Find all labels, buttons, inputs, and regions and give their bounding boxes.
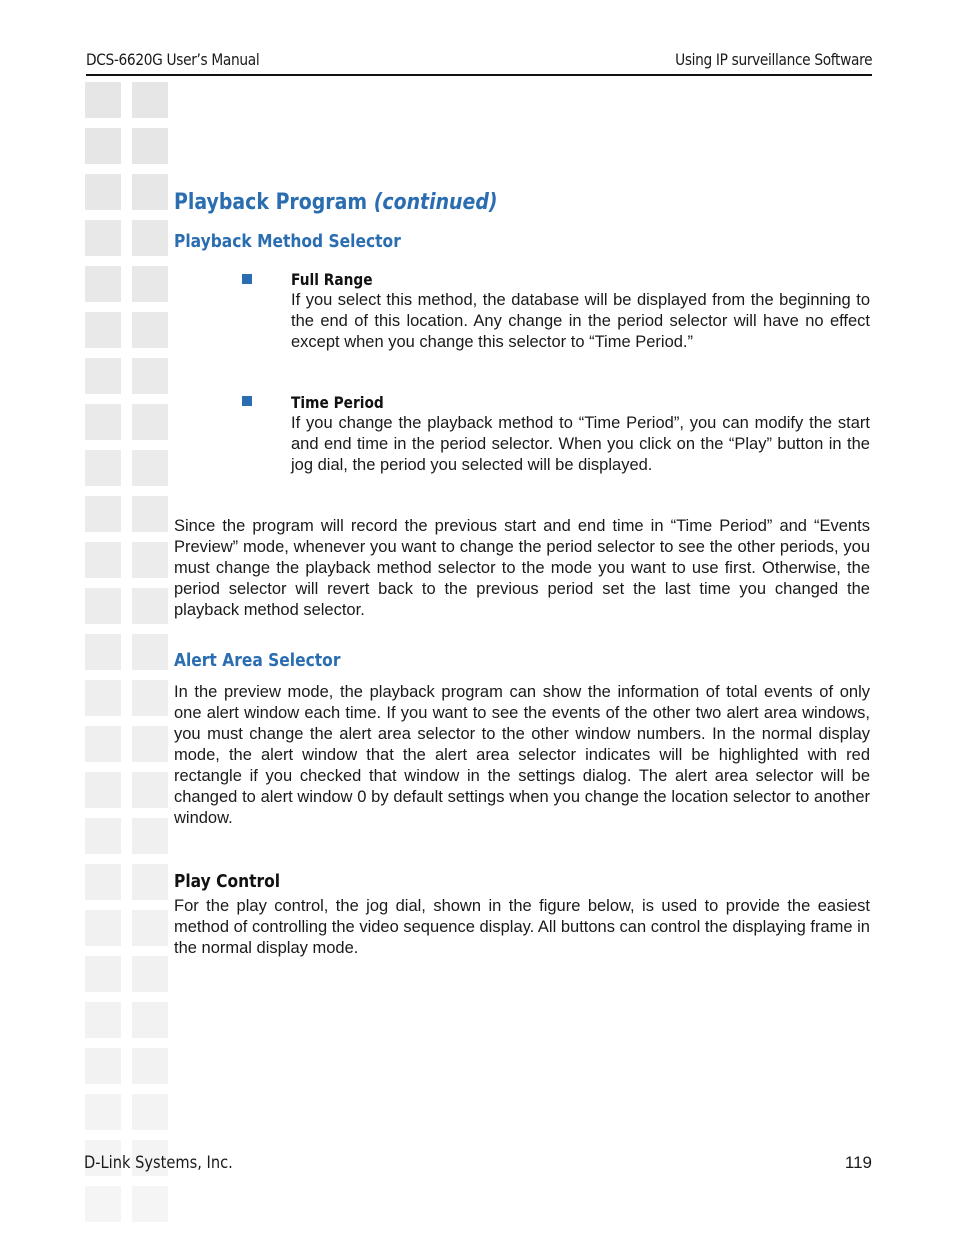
alert-area-heading: Alert Area Selector [174,650,341,671]
decorative-square [85,680,121,716]
decorative-square [132,818,168,854]
decorative-square [85,1002,121,1038]
method-selector-heading: Playback Method Selector [174,231,401,252]
decorative-square [132,358,168,394]
section-title-text: Playback Program [174,190,368,215]
decorative-square [132,1002,168,1038]
decorative-square [132,496,168,532]
decorative-square [132,128,168,164]
decorative-square [85,496,121,532]
decorative-square [132,1048,168,1084]
decorative-square [132,312,168,348]
decorative-square [85,450,121,486]
decorative-square [132,588,168,624]
page-number: 119 [844,1153,872,1172]
decorative-square [85,358,121,394]
decorative-square [85,910,121,946]
decorative-square [132,542,168,578]
play-control-heading: Play Control [174,871,281,892]
decorative-square [85,404,121,440]
decorative-square [132,956,168,992]
bullet-desc-full-range: If you select this method, the database will be displayed from the beginning to the end of this location. Any change in the period selector will have no effect except when you change this selector to “Time Period.” [291,291,870,351]
decorative-square [132,174,168,210]
section-title [174,190,498,215]
bullet-term-time-period: Time Period [291,393,384,412]
decorative-square [85,1094,121,1130]
decorative-square [132,450,168,486]
play-control-body: For the play control, the jog dial, shown in the figure below, is used to provide the easiest method of controlling the video sequence display. All buttons can control the displaying frame in the normal display mode. [174,897,870,957]
decorative-square [85,634,121,670]
manual-title: DCS-6620G User’s Manual [86,50,260,69]
decorative-square [132,82,168,118]
decorative-square [132,404,168,440]
decorative-square [132,910,168,946]
page-header [86,50,872,76]
decorative-square [85,174,121,210]
decorative-square [132,634,168,670]
decorative-square [85,772,121,808]
method-selector-note: Since the program will record the previous start and end time in “Time Period” and “Events Preview” mode, whenever you want to change the period selector to see the other periods, you must change the playback method selector to the mode you want to use first. Otherwise, the period selector will revert back to the previous period set the last time you changed the playback method selector. [174,517,870,619]
decorative-square [132,1094,168,1130]
decorative-square [85,956,121,992]
decorative-square [85,1048,121,1084]
decorative-square [85,864,121,900]
decorative-square [85,128,121,164]
bullet-term-full-range: Full Range [291,270,373,289]
decorative-square [132,266,168,302]
decorative-square [85,220,121,256]
section-title-suffix: (continued) [373,190,498,215]
decorative-square [85,266,121,302]
decorative-square [85,312,121,348]
decorative-square [85,588,121,624]
bullet-desc-time-period: If you change the playback method to “Time Period”, you can modify the start and end time in the period selector. When you click on the “Play” button in the jog dial, the period you selected will be displayed. [291,414,870,474]
decorative-square [85,726,121,762]
decorative-square [85,82,121,118]
decorative-square [85,542,121,578]
decorative-square-column [84,82,170,1235]
footer-company: D-Link Systems, Inc. [84,1153,233,1173]
decorative-square [85,1186,121,1222]
bullet-square-icon [242,274,252,284]
header-rule [86,74,872,76]
decorative-square [85,818,121,854]
decorative-square [132,772,168,808]
decorative-square [132,1186,168,1222]
bullet-square-icon [242,396,252,406]
decorative-square [132,220,168,256]
chapter-title: Using IP surveillance Software [674,50,872,69]
decorative-square [132,680,168,716]
alert-area-body: In the preview mode, the playback program can show the information of total events of only one alert window each time. If you want to see the events of the other two alert area windows, you must change the alert area selector to the other window numbers. In the normal display mode, the alert window that the alert area selector indicates will be highlighted with red rectangle if you checked that window in the settings dialog. The alert area selector will be changed to alert window 0 by default settings when you change the location selector to another window. [174,683,870,827]
decorative-square [132,726,168,762]
decorative-square [132,864,168,900]
